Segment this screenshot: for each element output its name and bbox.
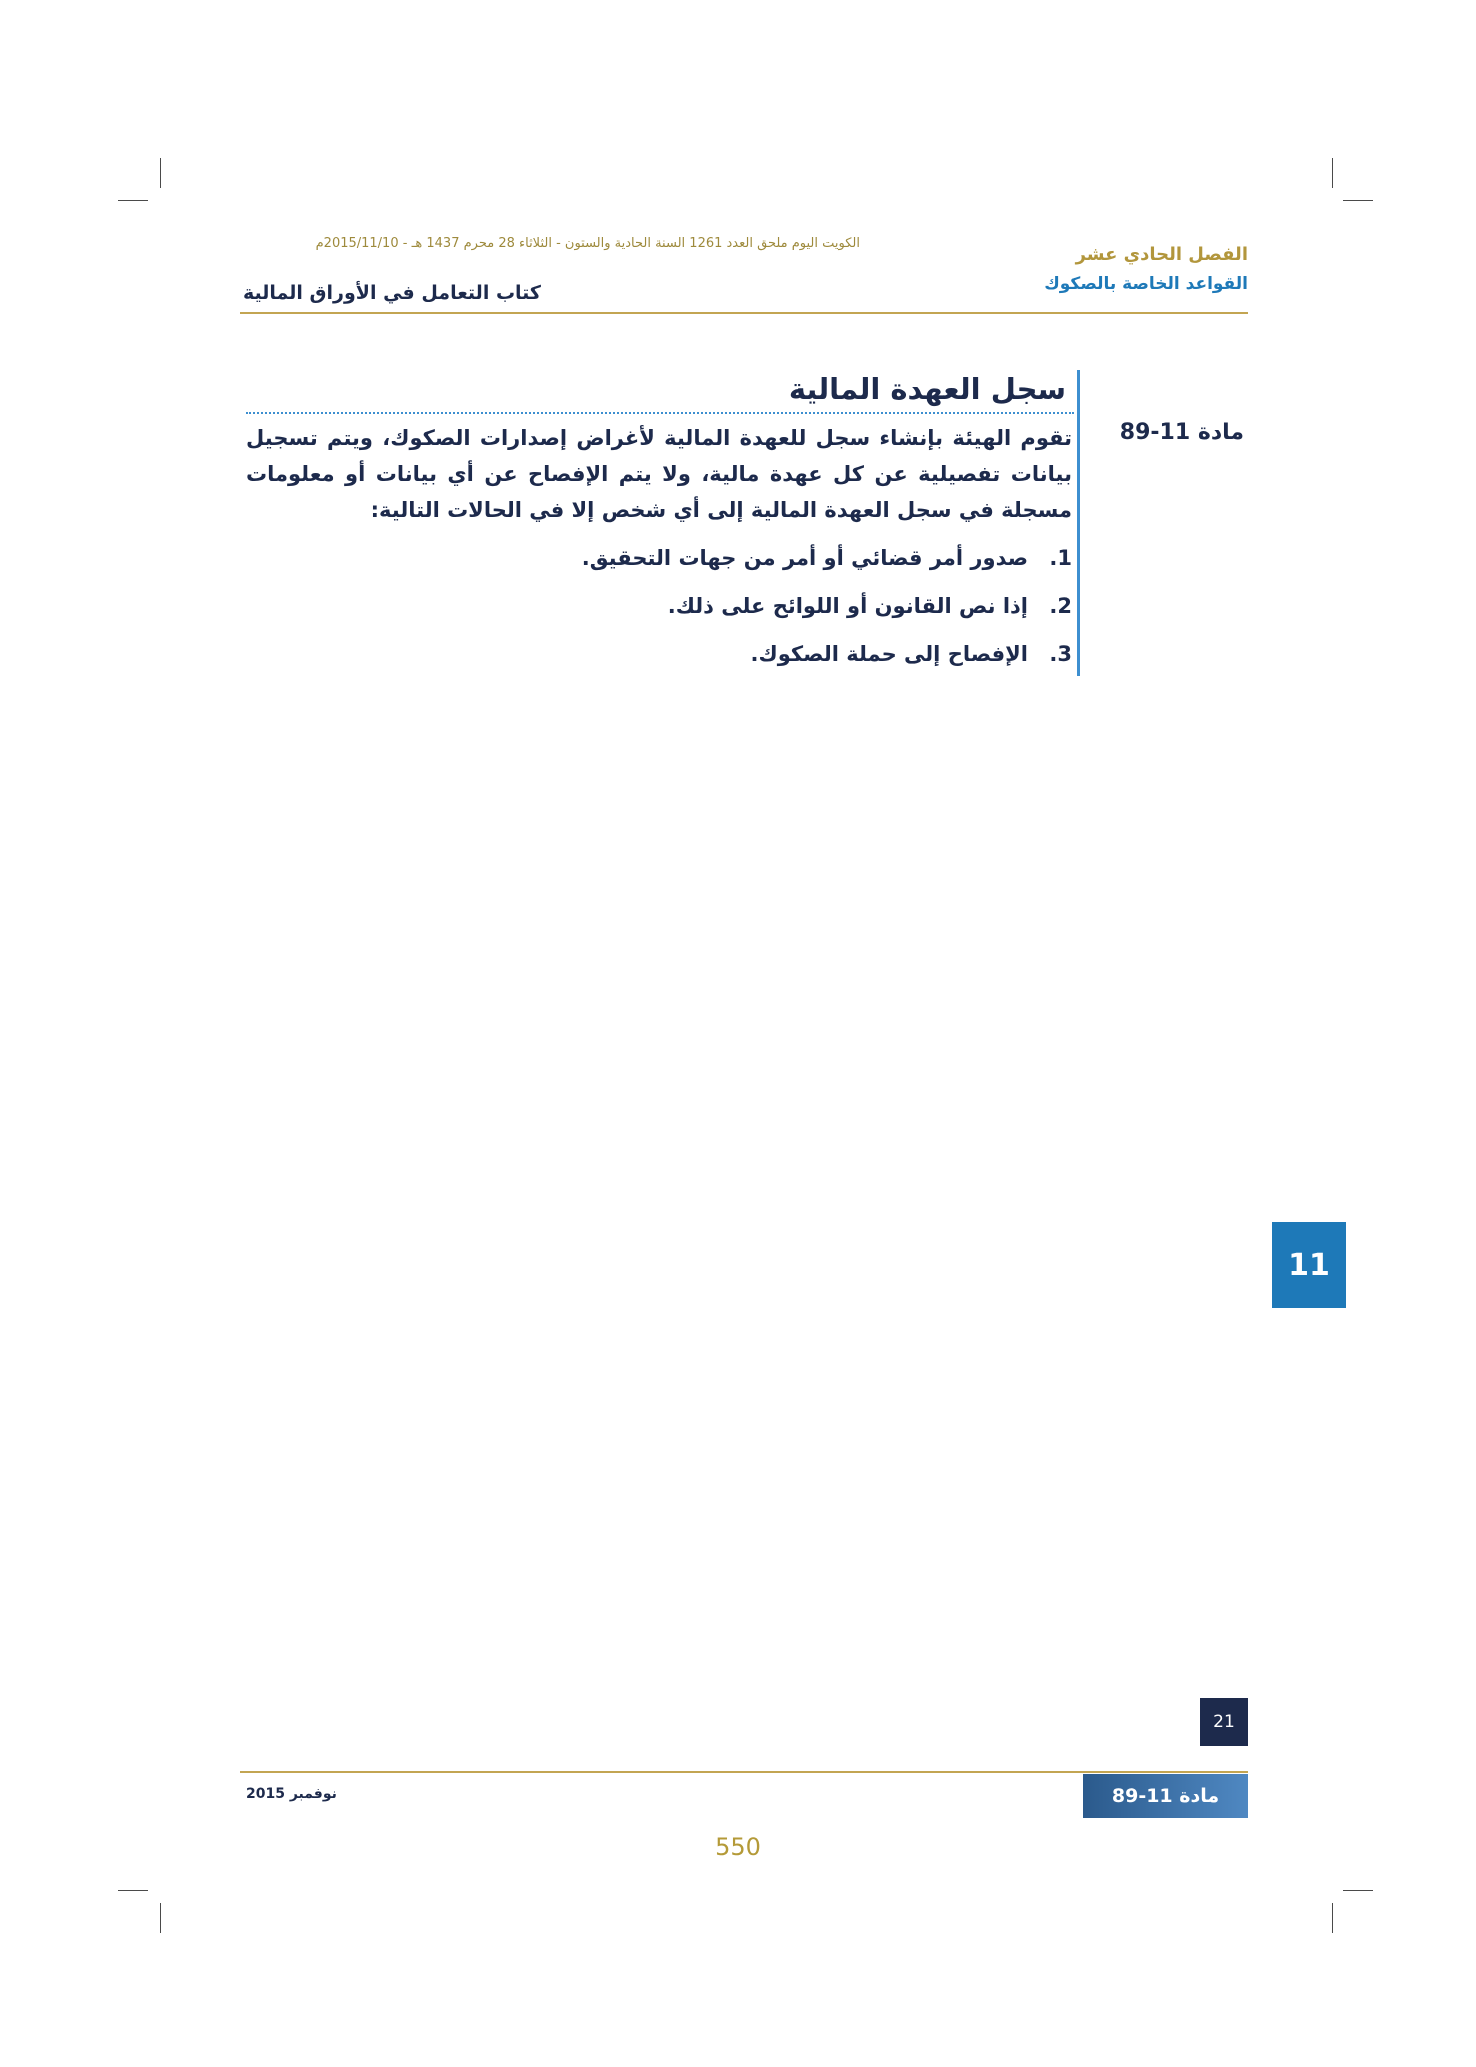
list-item-text: الإفصاح إلى حملة الصكوك. <box>750 642 1028 666</box>
list-item <box>352 540 1072 588</box>
list-item-number: 3. <box>1049 642 1072 666</box>
crop-mark <box>1332 158 1333 188</box>
crop-mark <box>1332 1903 1333 1933</box>
article-title: سجل العهدة المالية <box>788 372 1066 406</box>
header-divider <box>240 312 1248 314</box>
footer-article-label: مادة 11-89 <box>1083 1774 1248 1818</box>
crop-mark <box>160 1903 161 1933</box>
book-title: كتاب التعامل في الأوراق المالية <box>243 282 541 304</box>
list-item-number: 1. <box>1049 546 1072 570</box>
footer-date: نوفمبر 2015 <box>246 1786 337 1802</box>
article-label: مادة 11-89 <box>1119 420 1244 445</box>
crop-mark <box>160 158 161 188</box>
page-number: 550 <box>715 1833 761 1861</box>
section-title: القواعد الخاصة بالصكوك <box>1044 274 1248 294</box>
section-page-number: 21 <box>1200 1698 1248 1746</box>
article-body: تقوم الهيئة بإنشاء سجل للعهدة المالية لأغراض إصدارات الصكوك، ويتم تسجيل بيانات تفصيلية عن كل عهدة مالية، ولا يتم الإفصاح عن أي بيانات أو معلومات مسجلة في سجل العهدة المالية إلى أي شخص إلا في الحالات التالية: <box>246 426 1072 522</box>
crop-mark <box>118 1890 148 1891</box>
article-vertical-bar <box>1077 370 1080 676</box>
article-list <box>352 540 1072 684</box>
list-item <box>352 636 1072 684</box>
title-dotted-divider <box>246 412 1074 414</box>
list-item-text: صدور أمر قضائي أو أمر من جهات التحقيق. <box>581 546 1028 570</box>
crop-mark <box>118 200 148 201</box>
crop-mark <box>1343 1890 1373 1891</box>
list-item <box>352 588 1072 636</box>
list-item-text: إذا نص القانون أو اللوائح على ذلك. <box>667 594 1028 618</box>
footer-divider <box>240 1771 1248 1773</box>
list-item-number: 2. <box>1049 594 1072 618</box>
gazette-info-line: الكويت اليوم ملحق العدد 1261 السنة الحادية والستون - الثلاثاء 28 محرم 1437 هـ - 2015/11/10م <box>315 236 860 251</box>
chapter-number-tab: 11 <box>1272 1222 1346 1308</box>
crop-mark <box>1343 200 1373 201</box>
chapter-title: الفصل الحادي عشر <box>1075 244 1248 265</box>
